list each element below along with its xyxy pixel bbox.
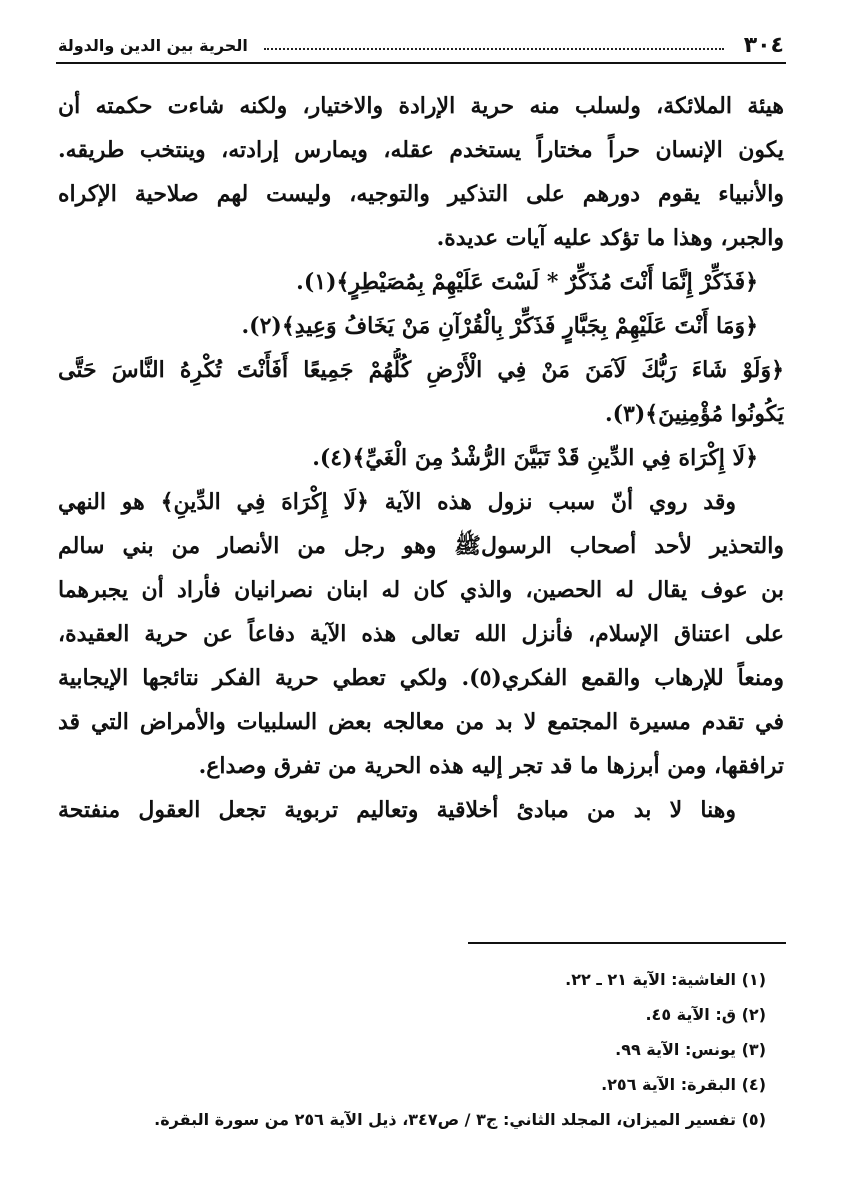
body-line: على اعتناق الإسلام، فأنزل الله تعالى هذه الآية دفاعاً عن حرية العقيدة، xyxy=(58,621,784,647)
footnote-separator xyxy=(468,942,786,944)
body-line: ترافقها، ومن أبرزها ما قد تجر إليه هذه الحرية من تفرق وصداع. xyxy=(198,753,784,779)
footnote: (٣) يونس: الآية ٩٩. xyxy=(615,1040,766,1059)
footnote: (١) الغاشية: الآية ٢١ ـ ٢٢. xyxy=(565,970,766,989)
header-rule xyxy=(56,62,786,64)
header-dot-leader xyxy=(264,48,724,50)
body-line: يكون الإنسان حراً مختاراً يستخدم عقله، ويمارس إرادته، وينتخب طريقه. xyxy=(58,137,784,163)
quran-verse: ﴿وَمَا أَنْتَ عَلَيْهِمْ بِجَبَّارٍ فَذَكِّرْ بِالْقُرْآنِ مَنْ يَخَافُ وَعِيدِ﴾(٢). xyxy=(241,313,758,339)
footnotes xyxy=(58,962,786,1137)
running-title: الحرية بين الدين والدولة xyxy=(58,35,248,55)
body-line: ومنعاً للإرهاب والقمع الفكري(٥). ولكي تعطي حرية الفكر نتائجها الإيجابية xyxy=(58,665,784,691)
body-line: والجبر، وهذا ما تؤكد عليه آيات عديدة. xyxy=(436,225,784,251)
body-line: والأنبياء يقوم دورهم على التذكير والتوجيه، وليست لهم صلاحية الإكراه xyxy=(58,181,784,207)
footnote: (٢) ق: الآية ٤٥. xyxy=(645,1005,766,1024)
page-number: ٣٠٤ xyxy=(743,32,784,58)
running-header xyxy=(58,30,784,60)
body-line: في تقدم مسيرة المجتمع لا بد من معالجه بعض السلبيات والأمراض التي قد xyxy=(58,709,784,735)
footnote: (٤) البقرة: الآية ٢٥٦. xyxy=(601,1075,766,1094)
body-line: بن عوف يقال له الحصين، والذي كان له ابنان نصرانيان فأراد أن يجبرهما xyxy=(58,577,784,603)
quran-verse: ﴿وَلَوْ شَاءَ رَبُّكَ لَآمَنَ مَنْ فِي الْأَرْضِ كُلُّهُمْ جَمِيعًا أَفَأَنْتَ تُكْرِهُ النَّاسَ حَتَّى xyxy=(58,357,784,383)
body-line: والتحذير لأحد أصحاب الرسولﷺ وهو رجل من الأنصار من بني سالم xyxy=(58,533,784,559)
body-text xyxy=(58,84,784,832)
quran-verse: ﴿لَا إِكْرَاهَ فِي الدِّينِ قَدْ تَبَيَّنَ الرُّشْدُ مِنَ الْغَيِّ﴾(٤). xyxy=(312,445,758,471)
body-line: وهنا لا بد من مبادئ أخلاقية وتعاليم تربوية تجعل العقول منفتحة xyxy=(58,797,736,823)
quran-verse: يَكُونُوا مُؤْمِنِينَ﴾(٣). xyxy=(604,401,784,427)
body-line: هيئة الملائكة، ولسلب منه حرية الإرادة والاختيار، ولكنه شاءت حكمته أن xyxy=(58,93,784,119)
footnote: (٥) تفسير الميزان، المجلد الثاني: ج٣ / ص٣٤٧، ذيل الآية ٢٥٦ من سورة البقرة. xyxy=(154,1110,766,1129)
quran-verse: ﴿فَذَكِّرْ إِنَّمَا أَنْتَ مُذَكِّرٌ * لَسْتَ عَلَيْهِمْ بِمُصَيْطِرٍ﴾(١). xyxy=(296,269,758,295)
body-line: وقد روي أنّ سبب نزول هذه الآية ﴿لَا إِكْرَاهَ فِي الدِّينِ﴾ هو النهي xyxy=(58,489,736,515)
